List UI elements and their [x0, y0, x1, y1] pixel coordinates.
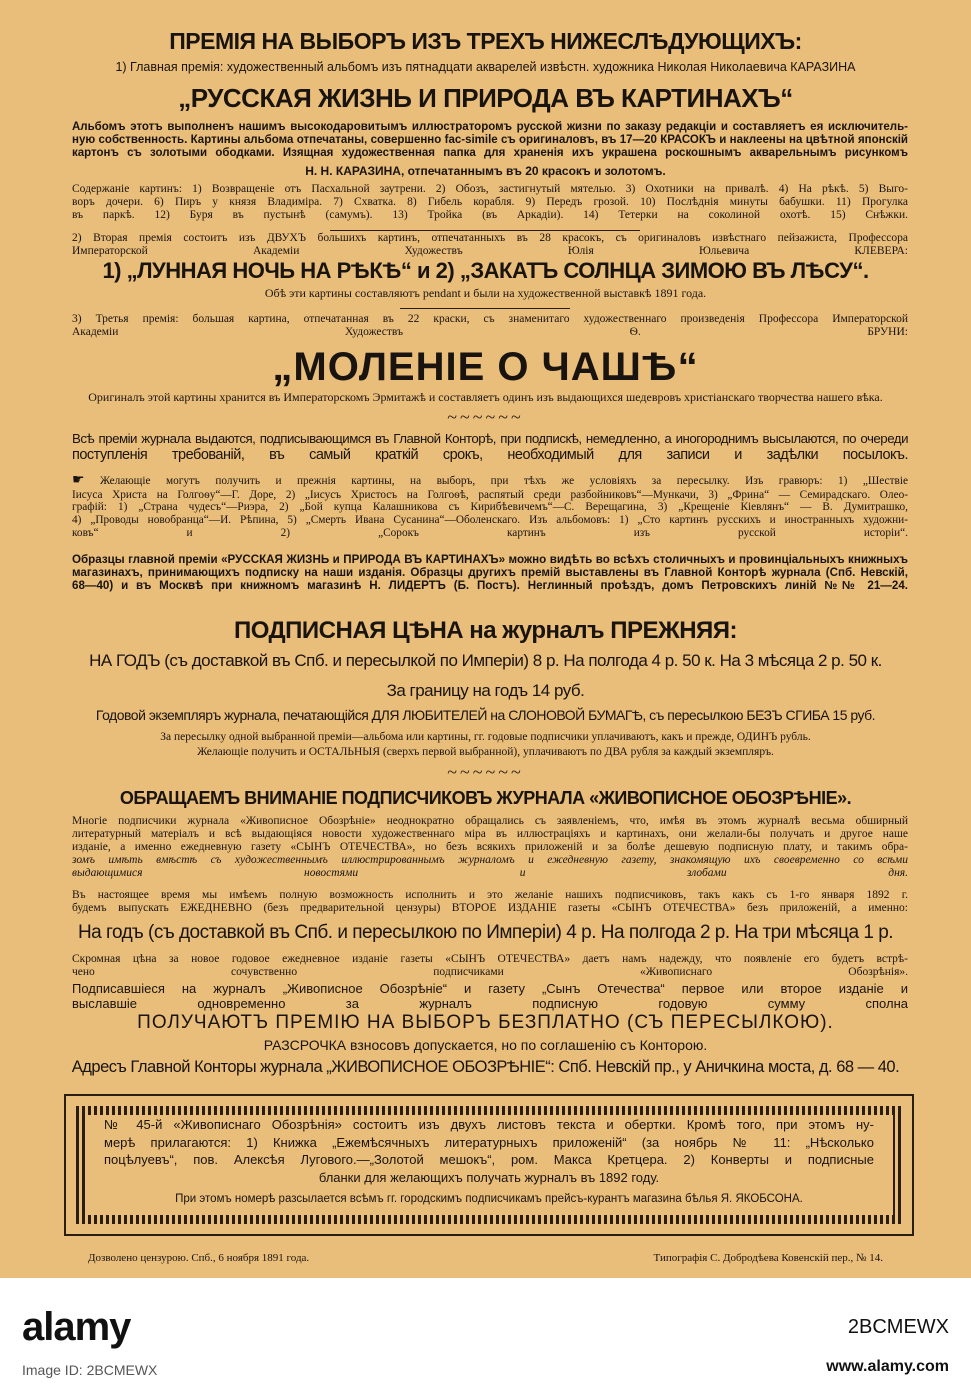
description-line: Н. Н. КАРАЗИНА, отпечатаннымъ въ 20 красокъ и золотомъ.	[305, 164, 666, 178]
intro-line: 3) Третья премія: большая картина, отпечатанная въ 22 краски, съ знаменитаго художественнаго произведенія Профессора Императорской	[72, 313, 908, 325]
image-id-label: Image ID: 2BCMEWX	[22, 1362, 158, 1378]
newspaper-price-line: На годъ (съ доставкой въ Спб. и пересылкою по Имперіи) 4 р. На полгода 2 р. На три мѣсяца 1 р.	[77, 922, 894, 943]
appeal-paragraph-1	[72, 815, 908, 879]
divider	[400, 308, 570, 309]
first-premium-contents	[72, 183, 908, 222]
second-premium-title: 1) „ЛУННАЯ НОЧЬ НА РѢКѢ“ и 2) „ЗАКАТЪ СОЛНЦА ЗИМОЮ ВЪ ЛѢСУ“.	[102, 258, 869, 283]
issue-contents-text	[104, 1116, 874, 1208]
first-premium-intro: 1) Главная премія: художественный альбомъ изъ пятнадцати акварелей извѣстн. художника Николая Николаевича КАРАЗИНА	[115, 60, 856, 74]
issue-contents-box	[64, 1094, 914, 1236]
contents-line: Содержаніе картинъ: 1) Возвращеніе отъ Пасхальной заутрени. 2) Обозъ, застигнутый мятелью. 3) Охотники на привалѣ. 4) На рѣкѣ. 5) Выго-	[72, 183, 908, 195]
samples-line: 68—40) и въ Москвѣ при книжномъ магазинѣ Н. ЛИДЕРТЪ (Б. Постъ). Неглинный проѣздъ, домъ Петровскихъ линій №№ 21—24.	[72, 578, 908, 592]
watermark-url: www.alamy.com	[826, 1358, 949, 1375]
previous-line: 4) „Проводы новобранца“—И. Рѣпина, 5) „Смерть Ивана Сусанина“—Оболенскаго. Изъ альбомовъ: 1) „Сто картинъ русскихъ и иностранныхъ художни-	[72, 513, 908, 526]
third-premium-note: Оригиналъ этой картины хранится въ Императорскомъ Эрмитажѣ и составляетъ одинъ изъ выдающихся шедевровъ христіанскаго творчества нашего вѣка.	[88, 390, 883, 404]
description-line: ную собственность. Картины альбома отпечатаны, совершенно fac-simile съ оригиналовъ, въ 17—20 КРАСОКЪ и наклеены на цвѣтной японскій	[72, 133, 908, 146]
divider	[330, 230, 640, 231]
previous-line: ковъ“ и 2) „Сорокъ картинъ изъ русской исторіи“.	[72, 526, 908, 539]
contents-line: въ паркѣ. 12) Буря въ пустынѣ (самумъ). 13) Тройка (въ Аркадіи). 14) Тетерки на соколиной охотѣ. 15) Снѣжки.	[72, 208, 908, 221]
samples-text	[72, 553, 908, 592]
previous-pictures-text	[72, 473, 908, 539]
appeal-line: зомъ имѣть вмѣстѣ съ художественнымъ иллюстрированнымъ журналомъ и ежедневную газету, знакомящую ихъ своевременно со всѣми	[72, 853, 908, 866]
ornament-divider: ~~~~~~	[447, 407, 524, 427]
box-line: бланки для желающихъ получать журналъ въ 1892 году.	[318, 1169, 660, 1185]
previous-line-text: Желающіе могутъ получить и прежнія картины, на выборъ, при тѣхъ же условіяхъ за пересылку. Изъ гравюръ: 1) „Шествіе	[100, 475, 908, 487]
appeal-line: будемъ выпускать ЕЖЕДНЕВНО (безъ предварительной цензуры) ВТОРОЕ ИЗДАНІЕ газеты «СЫНЪ ОТЕЧЕСТВА» безъ приложеній, а именно:	[72, 901, 908, 914]
appeal-line: Подписавшіеся на журналъ „Живописное Обозрѣніе“ и газету „Сынъ Отечества“ первое или второе изданіе и	[72, 981, 908, 996]
issue-line: поступленія требованій, въ самый краткій срокъ, необходимый для записи и задѣлки посылокъ.	[72, 446, 908, 463]
box-line: № 45-й «Живописнаго Обозрѣнія» состоитъ изъ двухъ листовъ текста и обертки. Кромѣ того, при этомъ ну-	[104, 1117, 874, 1132]
issue-line: Всѣ преміи журнала выдаются, подписывающимся въ Главной Конторѣ, при подпискѣ, немедленно, а иногороднимъ высылаются, по очереди	[72, 431, 908, 446]
printer-imprint: Типографія С. Добродѣева Ковенскій пер., № 14.	[653, 1252, 883, 1264]
appeal-line: выдающимися новостями и злобами дня.	[72, 866, 908, 879]
installment-line: РАЗСРОЧКА взносовъ допускается, но по соглашенію съ Конторою.	[263, 1037, 708, 1053]
box-note: При этомъ номерѣ разсылается всѣмъ гг. городскимъ подписчикамъ прейсъ-курантъ магазина бѣлья Я. ЯКОБСОНА.	[175, 1193, 803, 1206]
premium-issue-text	[72, 432, 908, 463]
premium-heading: ПРЕМІЯ НА ВЫБОРЪ ИЗЪ ТРЕХЪ НИЖЕСЛѢДУЮЩИХЪ:	[169, 28, 802, 54]
alamy-logo: alamy	[22, 1305, 131, 1349]
intro-line: Императорской Академіи Художествъ Юлія Юльевича КЛЕВЕРА:	[72, 244, 908, 257]
description-line: картонъ съ золотыми ободками. Изящная художественная папка для храненія ихъ украшена роскошнымъ акварельнымъ рисункомъ	[72, 146, 908, 159]
appeal-line: выславшіе одновременно за журналъ подписную годовую сумму сполна	[72, 995, 908, 1011]
description-line: Альбомъ этотъ выполненъ нашимъ высокодаровитымъ иллюстраторомъ русской жизни по заказу редакціи и составляетъ ея исключитель-	[72, 121, 908, 133]
intro-line: Академіи Художествъ Ѳ. БРУНИ:	[72, 325, 908, 338]
previous-line: графій: 1) „Страна чудесъ“—Риэра, 2) „Бой купца Калашникова съ Кирибѣевичемъ“—С. Верещагина, 3) „Крещеніе Кіевлянъ“ — В. Думитрашко,	[72, 501, 908, 514]
appeal-line: Скромная цѣна за новое годовое ежедневное изданіе газеты «СЫНЪ ОТЕЧЕСТВА» даетъ намъ надежду, что появленіе его будетъ встрѣ-	[72, 953, 908, 965]
appeal-paragraph-2	[72, 889, 908, 915]
second-premium-intro	[72, 232, 908, 258]
free-premium-line: ПОЛУЧАЮТЪ ПРЕМІЮ НА ВЫБОРЪ БЕЗПЛАТНО (СЪ ПЕРЕСЫЛКОЮ).	[137, 1012, 834, 1033]
contents-line: воръ дочери. 6) Пиръ у князя Владиміра. 7) Схватка. 8) Гибель корабля. 9) Передъ грозой. 10) Послѣднія минуты бабушки. 11) Прогулка	[72, 195, 908, 208]
third-premium-title: „МОЛЕНІЕ О ЧАШѢ“	[272, 345, 699, 389]
price-year: НА ГОДЪ (съ доставкой въ Спб. и пересылкой по Имперіи) 8 р. На полгода 4 р. 50 к. На 3 мѣсяца 2 р. 50 к.	[89, 651, 882, 670]
appeal-line: литературный матеріалъ и всѣ выдающіяся новости художественнаго міра въ иллюстраціяхъ и картинахъ, они желали-бы получать и другое наше	[72, 827, 908, 840]
appeal-heading: ОБРАЩАЕМЪ ВНИМАНІЕ ПОДПИСЧИКОВЪ ЖУРНАЛА «ЖИВОПИСНОЕ ОБОЗРѢНІЕ».	[119, 788, 852, 808]
office-address: Адресъ Главной Конторы журнала „ЖИВОПИСНОЕ ОБОЗРѢНІЕ“: Спб. Невскій пр., у Аничкина моста, д. 68 — 40.	[71, 1058, 900, 1076]
previous-line	[72, 473, 908, 489]
price-note: За пересылку одной выбранной преміи—альбома или картины, гг. годовые подписчики уплачиваютъ, какъ и прежде, ОДИНЪ рубль.	[160, 731, 811, 743]
pointing-hand-icon: ☛	[72, 473, 85, 488]
first-premium-title: „РУССКАЯ ЖИЗНЬ И ПРИРОДА ВЪ КАРТИНАХЪ“	[178, 83, 793, 113]
appeal-line: изданіе, а именно ежедневную газету «СЫНЪ ОТЕЧЕСТВА», но безъ всякихъ приложеній и за болѣе дешевую подписную плату, и такимъ обра-	[72, 840, 908, 853]
second-premium-note: Обѣ эти картины составляютъ pendant и были на художественной выставкѣ 1891 года.	[264, 286, 707, 300]
first-premium-description	[72, 121, 908, 160]
third-premium-intro	[72, 313, 908, 339]
previous-line: Іисуса Христа на Голгоѳу“—Г. Доре, 2) „Іисусъ Христосъ на Голгоѳѣ, распятый среди разбойниковъ“—Мункачи, 3) „Фрина“ — Семирадскаго. Олео-	[72, 488, 908, 501]
appeal-paragraph-3	[72, 953, 908, 979]
appeal-line: Многіе подписчики журнала «Живописное Обозрѣніе» неоднократно обращались съ заявленіемъ, что, имѣя въ этомъ журналѣ весьма обширный	[72, 815, 908, 827]
appeal-line: чено сочувственно подписчиками «Живописнаго Обозрѣнія».	[72, 965, 908, 978]
price-ivory-paper: Годовой экземпляръ журнала, печатающійся ДЛЯ ЛЮБИТЕЛЕЙ на СЛОНОВОЙ БУМАГѢ, съ пересылкою БЕЗЪ СГИБА 15 руб.	[95, 707, 876, 723]
appeal-paragraph-4	[72, 982, 908, 1011]
price-heading: ПОДПИСНАЯ ЦѢНА на журналъ ПРЕЖНЯЯ:	[233, 617, 738, 644]
image-code: 2BCMEWX	[847, 1316, 949, 1338]
box-line: поцѣлуевъ“, пов. Алексѣя Лугового.—„Золотой мешокъ“, ром. Макса Кретцера. 2) Конверты и подписные	[104, 1152, 874, 1168]
intro-line: 2) Вторая премія состоитъ изъ ДВУХЪ большихъ картинъ, отпечатанныхъ въ 28 красокъ, съ оригиналовъ извѣстнаго пейзажиста, Профессора	[72, 232, 908, 244]
samples-line: магазинахъ, принимающихъ подписку на наши изданія. Образцы другихъ премій выставлены въ Главной Конторѣ журнала (Спб. Невскій,	[72, 565, 908, 579]
appeal-line: Въ настоящее время мы имѣемъ полную возможность исполнить и это желаніе нашихъ подписчиковъ, такъ какъ съ 1-го января 1892 г.	[72, 889, 908, 901]
price-note: Желающіе получить и ОСТАЛЬНЫЯ (сверхъ первой выбранной), уплачиваютъ по ДВА рубля за каждый экземпляръ.	[197, 746, 774, 758]
price-abroad: За границу на годъ 14 руб.	[386, 681, 585, 700]
samples-line: Образцы главной преміи «РУССКАЯ ЖИЗНЬ и ПРИРОДА ВЪ КАРТИНАХЪ» можно видѣть во всѣхъ столичныхъ и провинціальныхъ книжныхъ	[72, 553, 908, 566]
box-line: мерѣ прилагаются: 1) Книжка „Ежемѣсячныхъ литературныхъ приложеній“ (за ноябрь № 11: „Нѣсколько	[104, 1134, 874, 1150]
ornament-divider: ~~~~~~	[447, 762, 524, 782]
censorship-imprint: Дозволено цензурою. Спб., 6 ноября 1891 года.	[88, 1252, 310, 1264]
